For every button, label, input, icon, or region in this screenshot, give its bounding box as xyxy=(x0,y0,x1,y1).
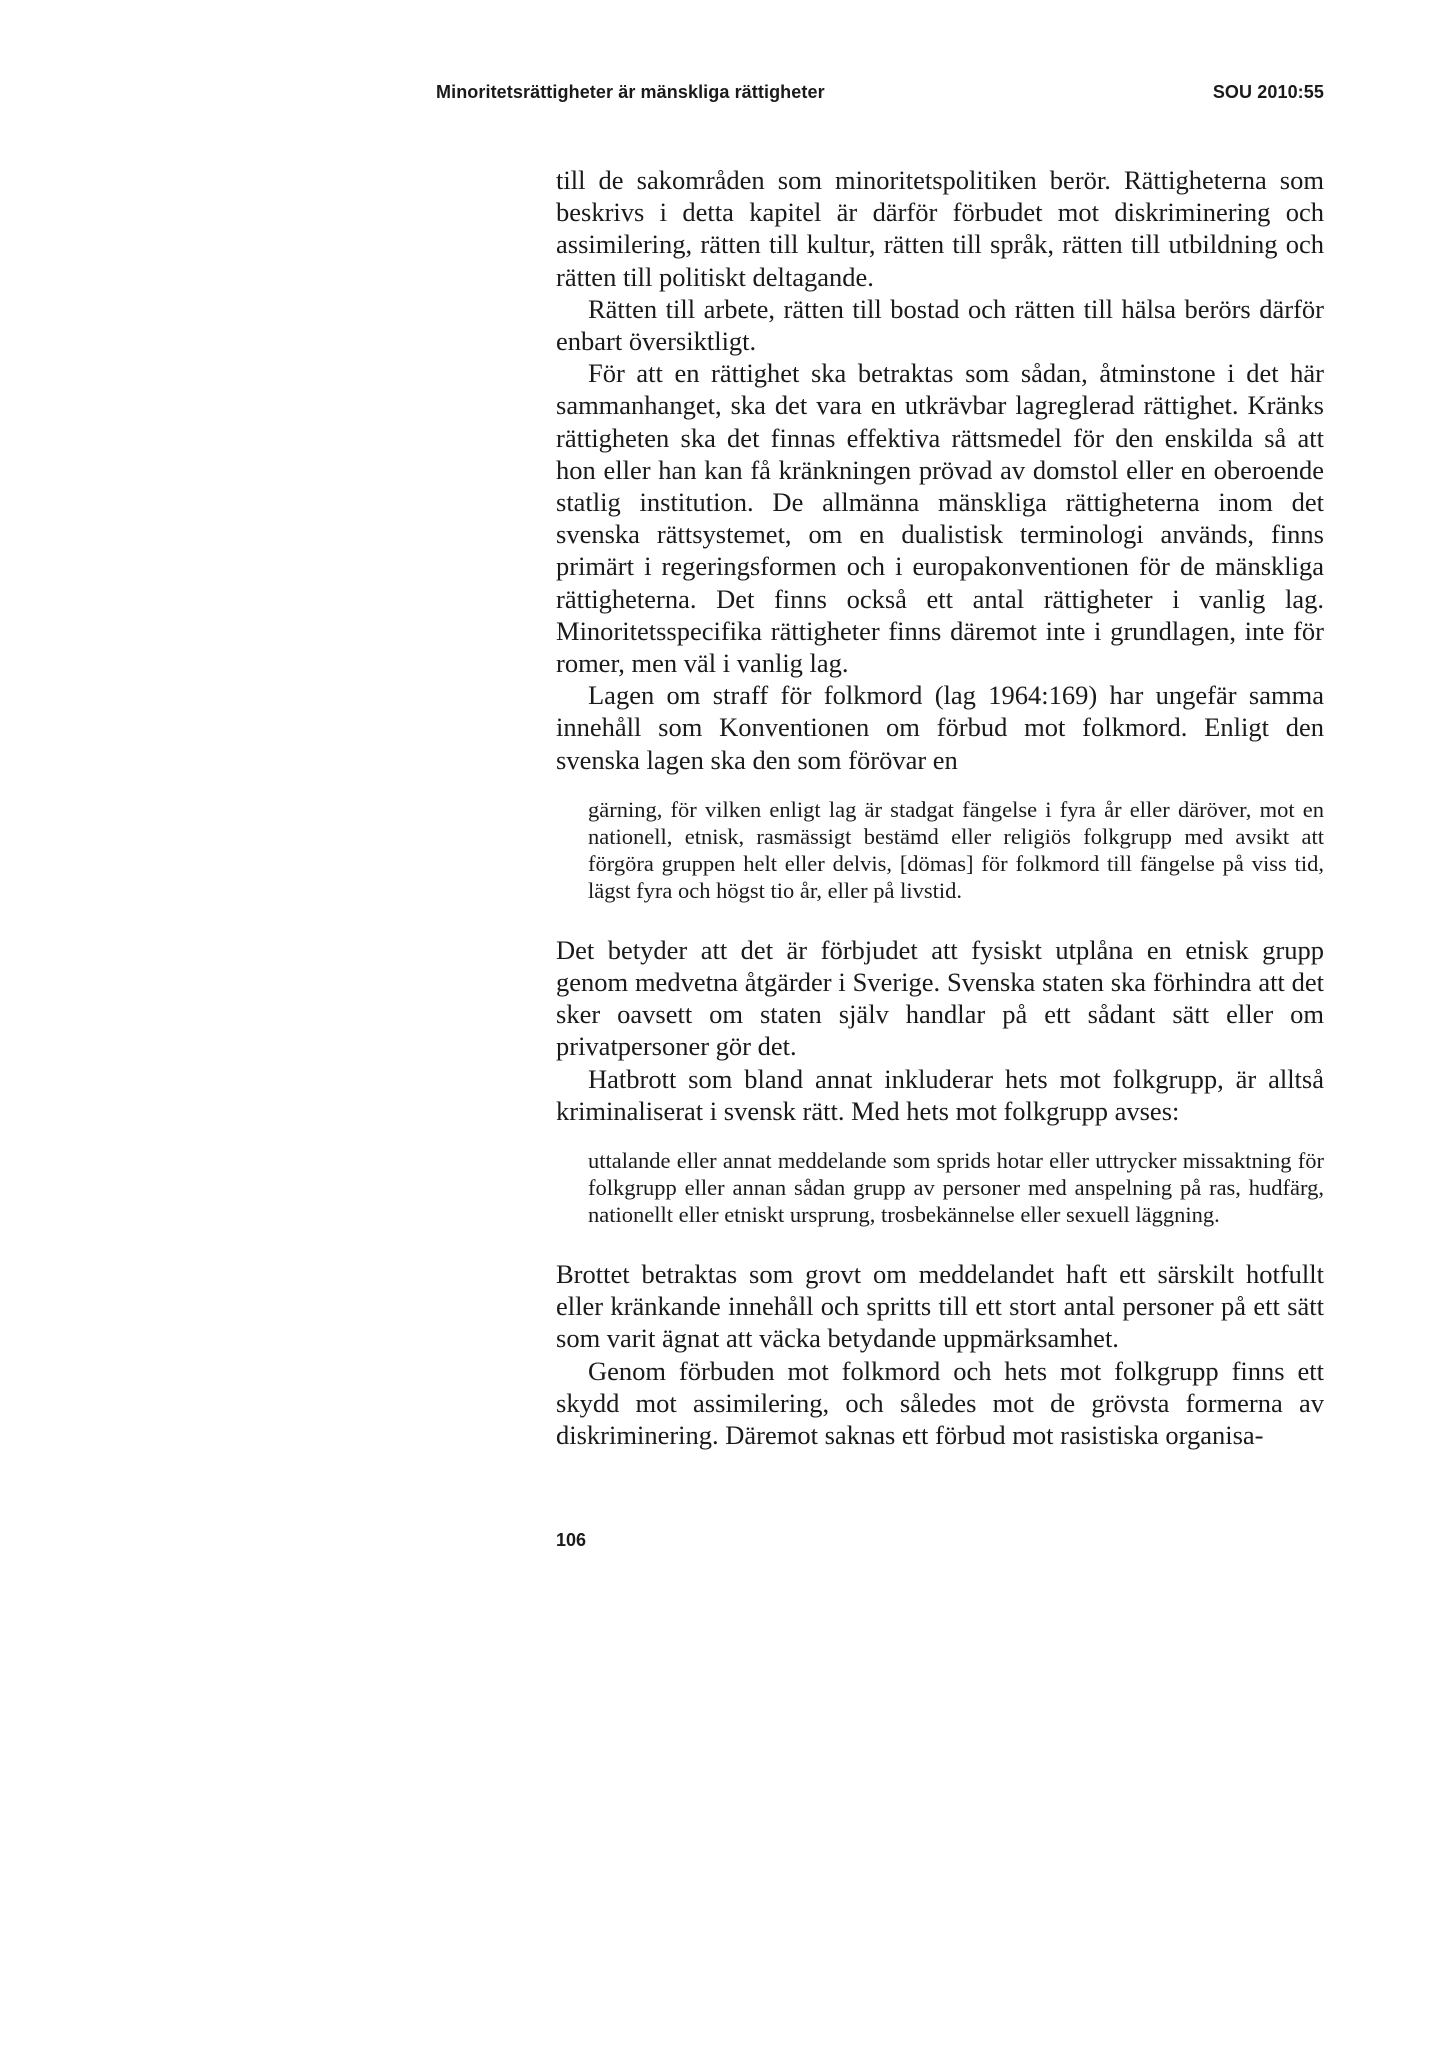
page-number: 106 xyxy=(556,1530,587,1550)
paragraph-4: Lagen om straff för folkmord (lag 1964:169) har ungefär samma innehåll som Konventionen om förbud mot folkmord. Enligt den svenska lagen ska den som förövar en xyxy=(556,680,1324,775)
paragraph-8: Genom förbuden mot folkmord och hets mot folkgrupp finns ett skydd mot assimilering, och således mot de grövsta formerna av diskriminering. Däremot saknas ett förbud mot rasistiska organisa- xyxy=(556,1355,1324,1451)
paragraph-1: till de sakområden som minoritetspolitiken berör. Rättigheterna som beskrivs i detta kapitel är därför förbudet mot diskriminering och assimilering, rätten till kultur, rätten till språk, rätten till utbildning och rätten till politiskt deltagande. xyxy=(556,165,1324,292)
paragraph-6: Hatbrott som bland annat inkluderar hets mot folkgrupp, är alltså kriminaliserat i svensk rätt. Med hets mot folkgrupp avses: xyxy=(556,1063,1324,1126)
paragraph-7: Brottet betraktas som grovt om meddelandet haft ett särskilt hotfullt eller kränkande innehåll och spritts till ett stort antal personer på ett sätt som varit ägnat att väcka betydande uppmärksamhet. xyxy=(556,1259,1324,1354)
block-quote-genocide-law: gärning, för vilken enligt lag är stadgat fängelse i fyra år eller däröver, mot en nationell, etnisk, rasmässigt bestämd eller religiös folkgrupp med avsikt att förgöra gruppen helt eller delvis, [dömas] för folkmord till fängelse på viss tid, lägst fyra och högst tio år, eller på livstid. xyxy=(588,796,1324,903)
block-quote-hate-speech-law: uttalande eller annat meddelande som sprids hotar eller uttrycker missaktning för folkgrupp eller annan sådan grupp av personer med anspelning på ras, hudfärg, nationellt eller etniskt ursprung, trosbekännelse eller sexuell läggning. xyxy=(588,1148,1324,1228)
paragraph-2: Rätten till arbete, rätten till bostad och rätten till hälsa berörs därför enbart översiktligt. xyxy=(556,293,1324,357)
header-report-id: SOU 2010:55 xyxy=(1212,82,1324,102)
body-text xyxy=(556,164,1324,1451)
paragraph-3: För att en rättighet ska betraktas som sådan, åtminstone i det här sammanhanget, ska det vara en utkrävbar lagreglerad rättighet. Kränks rättigheten ska det finnas effektiva rättsmedel för den enskilda så att hon eller han kan få kränkningen prövad av domstol eller en oberoende statlig institution. De allmänna mänskliga rättigheterna inom det svenska rättsystemet, om en dualistisk terminologi används, finns primärt i regeringsformen och i europakonventionen för de mänskliga rättigheterna. Det finns också ett antal rättigheter i vanlig lag. Minoritetsspecifika rättigheter finns däremot inte i grundlagen, inte för romer, men väl i vanlig lag. xyxy=(556,358,1324,679)
paragraph-5: Det betyder att det är förbjudet att fysiskt utplåna en etnisk grupp genom medvetna åtgärder i Sverige. Svenska staten ska förhindra att det sker oavsett om staten själv handlar på ett sådant sätt eller om privatpersoner gör det. xyxy=(556,934,1324,1062)
header-chapter-title: Minoritetsrättigheter är mänskliga rättigheter xyxy=(436,82,825,102)
running-header xyxy=(436,82,1324,103)
